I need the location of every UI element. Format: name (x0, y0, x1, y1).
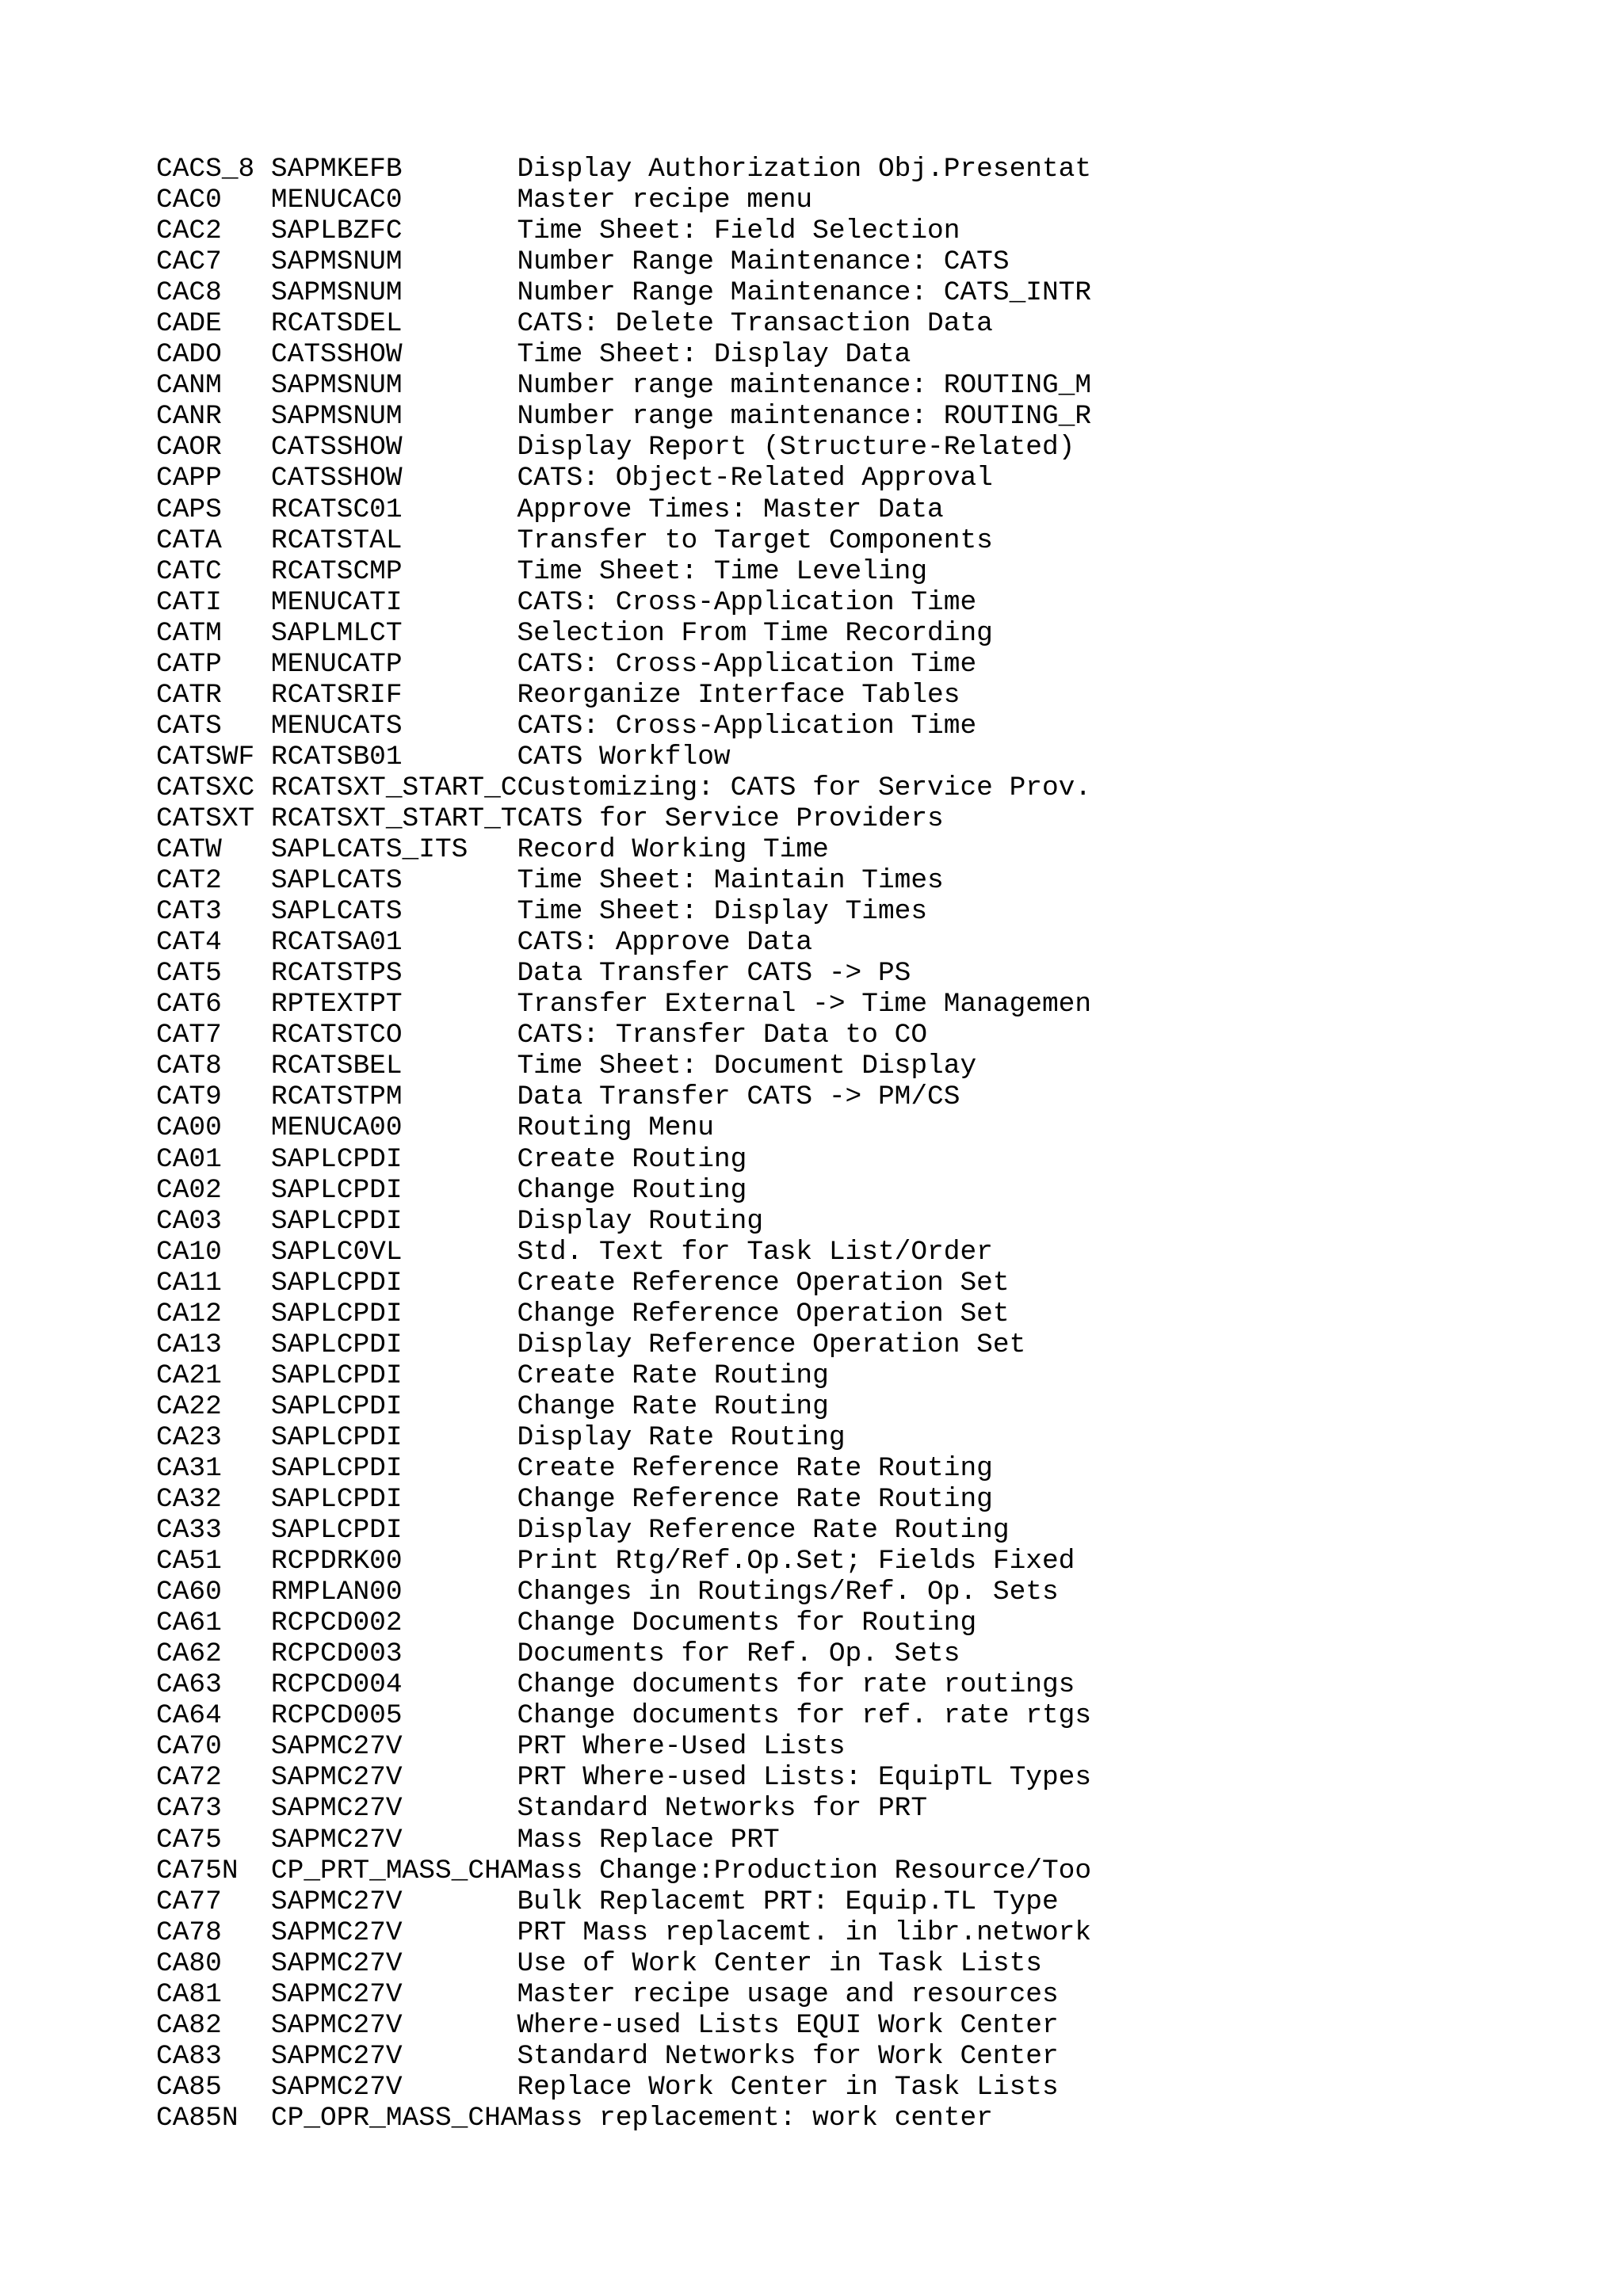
listing-row: CA33 SAPLCPDI Display Reference Rate Routing (156, 1515, 1010, 1547)
listing-row: CA64 RCPCD005 Change documents for ref. rate rtgs (156, 1700, 1092, 1732)
listing-row: CANR SAPMSNUM Number range maintenance: ROUTING_R (156, 401, 1092, 433)
listing-row: CAT3 SAPLCATS Time Sheet: Display Times (156, 896, 928, 928)
listing-row: CATM SAPLMLCT Selection From Time Recording (156, 617, 993, 649)
listing-row: CATI MENUCATI CATS: Cross-Application Time (156, 586, 977, 618)
listing-row: CAPP CATSSHOW CATS: Object-Related Approval (156, 463, 993, 494)
listing-row: CADO CATSSHOW Time Sheet: Display Data (156, 339, 911, 371)
listing-row: CANM SAPMSNUM Number range maintenance: ROUTING_M (156, 370, 1092, 402)
listing-row: CATSWF RCATSB01 CATS Workflow (156, 741, 731, 772)
listing-row: CAC0 MENUCAC0 Master recipe menu (156, 185, 813, 216)
listing-row: CATW SAPLCATS_ITS Record Working Time (156, 834, 829, 866)
listing-row: CA03 SAPLCPDI Display Routing (156, 1205, 764, 1237)
listing-row: CAT2 SAPLCATS Time Sheet: Maintain Times (156, 865, 944, 897)
listing-row: CATC RCATSCMP Time Sheet: Time Leveling (156, 555, 928, 587)
listing-row: CA61 RCPCD002 Change Documents for Routing (156, 1608, 977, 1639)
listing-row: CAPS RCATSC01 Approve Times: Master Data (156, 494, 944, 525)
listing-row: CA75N CP_PRT_MASS_CHAMass Change:Production Resource/Too (156, 1855, 1092, 1886)
listing-row: CA77 SAPMC27V Bulk Replacemt PRT: Equip.TL Type (156, 1886, 1059, 1917)
listing-row: CA80 SAPMC27V Use of Work Center in Task Lists (156, 1947, 1042, 1979)
listing-row: CA11 SAPLCPDI Create Reference Operation Set (156, 1267, 1010, 1299)
listing-row: CA12 SAPLCPDI Change Reference Operation Set (156, 1298, 1010, 1329)
listing-row: CA63 RCPCD004 Change documents for rate routings (156, 1669, 1075, 1701)
listing-row: CA85N CP_OPR_MASS_CHAMass replacement: work center (156, 2102, 993, 2134)
listing-row: CA32 SAPLCPDI Change Reference Rate Routing (156, 1484, 993, 1516)
listing-row: CA81 SAPMC27V Master recipe usage and resources (156, 1978, 1059, 2010)
listing-row: CAT6 RPTEXTPT Transfer External -> Time Managemen (156, 989, 1092, 1020)
listing-row: CA22 SAPLCPDI Change Rate Routing (156, 1390, 829, 1422)
listing-row: CAOR CATSSHOW Display Report (Structure-Related) (156, 432, 1075, 463)
listing-row: CATR RCATSRIF Reorganize Interface Tables (156, 679, 960, 711)
listing-row: CA78 SAPMC27V PRT Mass replacemt. in libr.network (156, 1917, 1092, 1948)
listing-row: CATSXT RCATSXT_START_TCATS for Service Providers (156, 803, 944, 834)
listing-row: CA51 RCPDRK00 Print Rtg/Ref.Op.Set; Fields Fixed (156, 1546, 1075, 1577)
listing-row: CA21 SAPLCPDI Create Rate Routing (156, 1360, 829, 1391)
listing-row: CA10 SAPLC0VL Std. Text for Task List/Order (156, 1236, 993, 1268)
listing-row: CADE RCATSDEL CATS: Delete Transaction Data (156, 308, 993, 340)
listing-row: CA82 SAPMC27V Where-used Lists EQUI Work Center (156, 2009, 1059, 2041)
listing-row: CA23 SAPLCPDI Display Rate Routing (156, 1421, 846, 1453)
listing-row: CA01 SAPLCPDI Create Routing (156, 1143, 747, 1175)
listing-row: CATSXC RCATSXT_START_CCustomizing: CATS for Service Prov. (156, 772, 1092, 803)
listing-row: CA83 SAPMC27V Standard Networks for Work Center (156, 2040, 1059, 2072)
listing-row: CA70 SAPMC27V PRT Where-Used Lists (156, 1731, 846, 1763)
transaction-code-listing (156, 154, 1091, 2134)
listing-row: CA62 RCPCD003 Documents for Ref. Op. Sets (156, 1638, 960, 1670)
listing-row: CA00 MENUCA00 Routing Menu (156, 1112, 714, 1144)
listing-row: CACS_8 SAPMKEFB Display Authorization Obj.Presentat (156, 154, 1092, 185)
listing-row: CA60 RMPLAN00 Changes in Routings/Ref. Op. Sets (156, 1577, 1059, 1608)
listing-row: CATA RCATSTAL Transfer to Target Components (156, 524, 993, 556)
listing-row: CA73 SAPMC27V Standard Networks for PRT (156, 1793, 928, 1825)
listing-row: CATS MENUCATS CATS: Cross-Application Time (156, 710, 977, 742)
listing-row: CAT4 RCATSA01 CATS: Approve Data (156, 927, 813, 959)
listing-row: CAT8 RCATSBEL Time Sheet: Document Display (156, 1051, 977, 1082)
listing-row: CA85 SAPMC27V Replace Work Center in Task Lists (156, 2071, 1059, 2103)
listing-row: CAT7 RCATSTCO CATS: Transfer Data to CO (156, 1020, 928, 1051)
listing-row: CAT5 RCATSTPS Data Transfer CATS -> PS (156, 958, 911, 990)
listing-row: CAC8 SAPMSNUM Number Range Maintenance: CATS_INTR (156, 277, 1092, 309)
listing-row: CA75 SAPMC27V Mass Replace PRT (156, 1824, 780, 1855)
listing-row: CA31 SAPLCPDI Create Reference Rate Routing (156, 1452, 993, 1484)
listing-row: CAT9 RCATSTPM Data Transfer CATS -> PM/CS (156, 1081, 960, 1113)
listing-row: CA72 SAPMC27V PRT Where-used Lists: EquipTL Types (156, 1762, 1092, 1794)
listing-row: CATP MENUCATP CATS: Cross-Application Time (156, 648, 977, 680)
listing-row: CAC2 SAPLBZFC Time Sheet: Field Selection (156, 215, 960, 247)
listing-row: CA13 SAPLCPDI Display Reference Operation Set (156, 1329, 1026, 1360)
listing-row: CAC7 SAPMSNUM Number Range Maintenance: CATS (156, 246, 1010, 278)
listing-row: CA02 SAPLCPDI Change Routing (156, 1174, 747, 1206)
